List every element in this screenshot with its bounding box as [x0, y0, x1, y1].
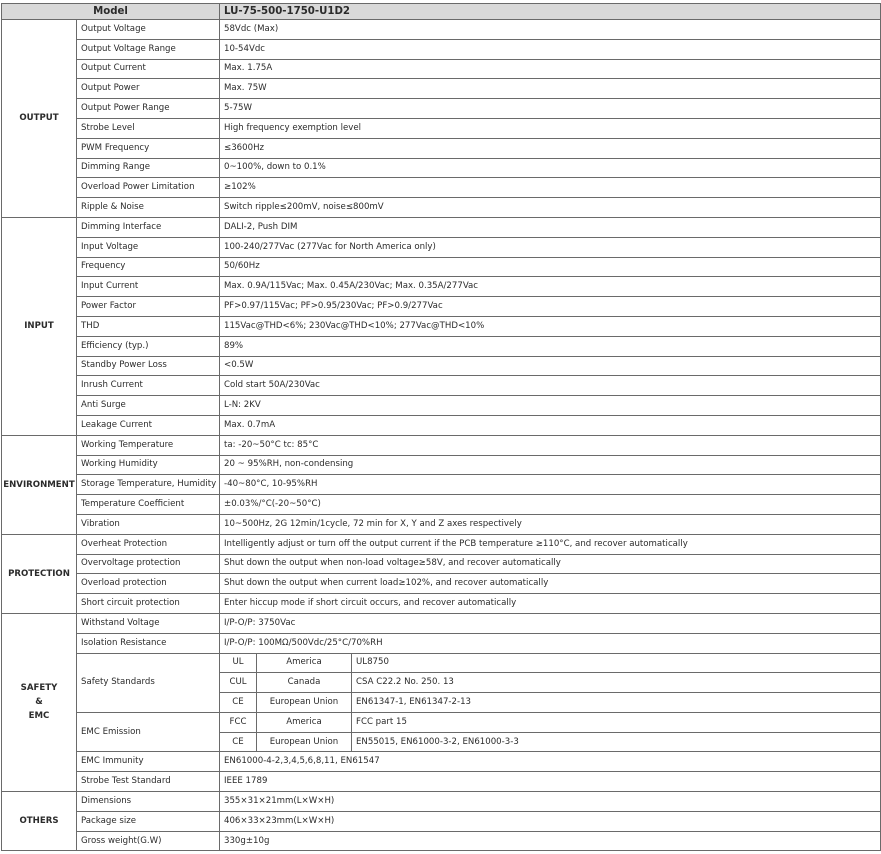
table-row [2, 217, 881, 237]
spec-value: 58Vdc (Max) [220, 20, 881, 40]
spec-label: Overload Power Limitation [77, 178, 220, 198]
section-title-input: INPUT [2, 217, 77, 435]
spec-value: EN61000-4-2,3,4,5,6,8,11, EN61547 [220, 752, 881, 772]
spec-value: -40~80°C, 10-95%RH [220, 475, 881, 495]
table-row [2, 653, 881, 673]
spec-value: 115Vac@THD<6%; 230Vac@THD<10%; 277Vac@THD<10% [220, 316, 881, 336]
spec-label: EMC Emission [77, 712, 220, 752]
table-row [2, 831, 881, 851]
table-row [2, 435, 881, 455]
spec-label: Input Voltage [77, 237, 220, 257]
spec-label: Gross weight(G.W) [77, 831, 220, 851]
table-row [2, 118, 881, 138]
spec-value: Max. 75W [220, 79, 881, 99]
cert-mark: CUL [220, 673, 257, 693]
spec-value: 330g±10g [220, 831, 881, 851]
spec-value: ta: -20~50°C tc: 85°C [220, 435, 881, 455]
cert-standard: EN55015, EN61000-3-2, EN61000-3-3 [352, 732, 881, 752]
cert-standard: CSA C22.2 No. 250. 13 [352, 673, 881, 693]
section-title-others: OTHERS [2, 792, 77, 851]
spec-label: Strobe Test Standard [77, 772, 220, 792]
model-label: Model [2, 4, 220, 20]
table-row [2, 772, 881, 792]
table-row [2, 99, 881, 119]
table-row [2, 198, 881, 218]
spec-label: Safety Standards [77, 653, 220, 712]
table-row [2, 554, 881, 574]
table-row [2, 178, 881, 198]
table-row [2, 455, 881, 475]
table-row [2, 158, 881, 178]
section-title-protection: PROTECTION [2, 534, 77, 613]
table-row [2, 316, 881, 336]
section-title-safety [2, 613, 77, 791]
spec-value: 10-54Vdc [220, 39, 881, 59]
spec-label: Overheat Protection [77, 534, 220, 554]
spec-label: Strobe Level [77, 118, 220, 138]
spec-value: IEEE 1789 [220, 772, 881, 792]
table-row [2, 415, 881, 435]
spec-value: Max. 0.9A/115Vac; Max. 0.45A/230Vac; Max. 0.35A/277Vac [220, 277, 881, 297]
spec-label: Working Temperature [77, 435, 220, 455]
spec-label: Output Voltage Range [77, 39, 220, 59]
spec-value: Max. 0.7mA [220, 415, 881, 435]
cert-mark: CE [220, 693, 257, 713]
spec-value: Switch ripple≤200mV, noise≤800mV [220, 198, 881, 218]
table-row [2, 514, 881, 534]
safety-section [2, 613, 881, 791]
spec-label: Output Power [77, 79, 220, 99]
cert-region: Canada [257, 673, 352, 693]
spec-value: PF>0.97/115Vac; PF>0.95/230Vac; PF>0.9/277Vac [220, 297, 881, 317]
table-row [2, 534, 881, 554]
table-row [2, 79, 881, 99]
spec-label: Frequency [77, 257, 220, 277]
spec-value: Shut down the output when non-load voltage≥58V, and recover automatically [220, 554, 881, 574]
spec-value: L-N: 2KV [220, 396, 881, 416]
spec-label: Input Current [77, 277, 220, 297]
spec-value: 5-75W [220, 99, 881, 119]
table-row [2, 356, 881, 376]
spec-label: Ripple & Noise [77, 198, 220, 218]
table-row [2, 712, 881, 732]
spec-value: 355×31×21mm(L×W×H) [220, 792, 881, 812]
spec-value: DALI-2, Push DIM [220, 217, 881, 237]
spec-value: Shut down the output when current load≥102%, and recover automatically [220, 574, 881, 594]
model-value: LU-75-500-1750-U1D2 [220, 4, 881, 20]
table-row [2, 376, 881, 396]
spec-label: Efficiency (typ.) [77, 336, 220, 356]
spec-value: Cold start 50A/230Vac [220, 376, 881, 396]
spec-label: Inrush Current [77, 376, 220, 396]
cert-region: European Union [257, 732, 352, 752]
spec-label: Standby Power Loss [77, 356, 220, 376]
spec-label: Short circuit protection [77, 594, 220, 614]
spec-label: Withstand Voltage [77, 613, 220, 633]
spec-label: Dimming Interface [77, 217, 220, 237]
spec-label: Power Factor [77, 297, 220, 317]
spec-label: Leakage Current [77, 415, 220, 435]
spec-value: Enter hiccup mode if short circuit occurs, and recover automatically [220, 594, 881, 614]
table-row [2, 574, 881, 594]
spec-label: THD [77, 316, 220, 336]
spec-value: Max. 1.75A [220, 59, 881, 79]
spec-label: Temperature Coefficient [77, 495, 220, 515]
cert-standard: EN61347-1, EN61347-2-13 [352, 693, 881, 713]
cert-region: America [257, 712, 352, 732]
spec-value: ±0.03%/°C(-20~50°C) [220, 495, 881, 515]
spec-label: Overvoltage protection [77, 554, 220, 574]
table-row [2, 475, 881, 495]
spec-value: High frequency exemption level [220, 118, 881, 138]
table-row [2, 613, 881, 633]
table-row [2, 39, 881, 59]
others-section [2, 792, 881, 851]
table-row [2, 59, 881, 79]
table-row [2, 811, 881, 831]
spec-label: Vibration [77, 514, 220, 534]
cert-mark: FCC [220, 712, 257, 732]
section-title-output: OUTPUT [2, 20, 77, 218]
spec-label: Output Voltage [77, 20, 220, 40]
spec-value: 89% [220, 336, 881, 356]
spec-value: I/P-O/P: 100MΩ/500Vdc/25°C/70%RH [220, 633, 881, 653]
spec-table [1, 3, 881, 851]
table-row [2, 237, 881, 257]
table-row [2, 257, 881, 277]
cert-region: European Union [257, 693, 352, 713]
environment-section [2, 435, 881, 534]
spec-value: ≥102% [220, 178, 881, 198]
table-row [2, 138, 881, 158]
spec-label: Working Humidity [77, 455, 220, 475]
cert-standard: UL8750 [352, 653, 881, 673]
spec-value: I/P-O/P: 3750Vac [220, 613, 881, 633]
table-row [2, 792, 881, 812]
spec-value: 100-240/277Vac (277Vac for North America only) [220, 237, 881, 257]
spec-label: Storage Temperature, Humidity [77, 475, 220, 495]
spec-label: Dimming Range [77, 158, 220, 178]
cert-region: America [257, 653, 352, 673]
spec-label: Isolation Resistance [77, 633, 220, 653]
spec-value: 10~500Hz, 2G 12min/1cycle, 72 min for X, Y and Z axes respectively [220, 514, 881, 534]
table-row [2, 633, 881, 653]
spec-value: ≤3600Hz [220, 138, 881, 158]
spec-label: Dimensions [77, 792, 220, 812]
table-row [2, 277, 881, 297]
model-row [2, 4, 881, 20]
spec-value: 50/60Hz [220, 257, 881, 277]
spec-label: Package size [77, 811, 220, 831]
spec-label: EMC Immunity [77, 752, 220, 772]
spec-label: Overload protection [77, 574, 220, 594]
output-section [2, 20, 881, 218]
spec-label: Anti Surge [77, 396, 220, 416]
protection-section [2, 534, 881, 613]
section-title-environment: ENVIRONMENT [2, 435, 77, 534]
table-row [2, 336, 881, 356]
section-title-line: & [35, 697, 43, 708]
table-row [2, 495, 881, 515]
input-section [2, 217, 881, 435]
spec-value: Intelligently adjust or turn off the output current if the PCB temperature ≥110°C, and recover automatically [220, 534, 881, 554]
spec-label: Output Power Range [77, 99, 220, 119]
table-row [2, 594, 881, 614]
section-title-line: EMC [28, 711, 50, 722]
section-title-line: SAFETY [20, 683, 58, 694]
spec-label: PWM Frequency [77, 138, 220, 158]
spec-label: Output Current [77, 59, 220, 79]
table-row [2, 396, 881, 416]
table-row [2, 752, 881, 772]
spec-value: <0.5W [220, 356, 881, 376]
table-row [2, 20, 881, 40]
spec-value: 406×33×23mm(L×W×H) [220, 811, 881, 831]
spec-value: 0~100%, down to 0.1% [220, 158, 881, 178]
cert-mark: CE [220, 732, 257, 752]
cert-mark: UL [220, 653, 257, 673]
cert-standard: FCC part 15 [352, 712, 881, 732]
spec-value: 20 ~ 95%RH, non-condensing [220, 455, 881, 475]
table-row [2, 297, 881, 317]
